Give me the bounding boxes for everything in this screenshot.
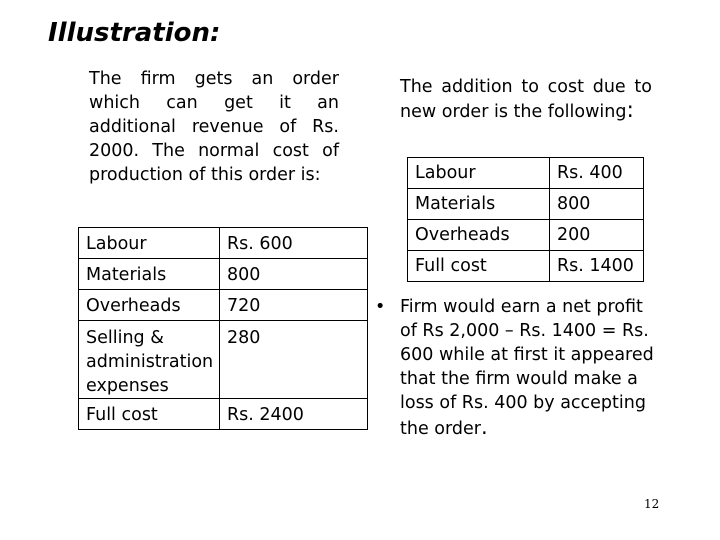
cost-value: Rs. 2400 [220,399,368,430]
table-row [79,259,368,290]
cost-item: Labour [408,158,550,189]
normal-cost-table [78,227,368,430]
table-row [79,321,368,399]
table-row [79,399,368,430]
bullet-text [400,295,665,441]
bullet-icon: • [375,297,386,317]
cost-item: Materials [408,189,550,220]
page-number: 12 [644,497,660,511]
cost-item: Overheads [79,290,220,321]
right-paragraph [400,75,652,124]
left-paragraph: The firm gets an order which can get it an additional revenue of Rs. 2000. The normal cost of production of this order is: [89,69,339,185]
cost-value: Rs. 1400 [550,251,644,282]
table-row [408,251,644,282]
additional-cost-table [407,157,644,282]
slide-title: Illustration: [48,18,221,48]
table-row [79,228,368,259]
table-row [408,220,644,251]
right-paragraph-text: The addition to cost due to new order is the following [400,77,652,122]
bullet-body: Firm would earn a net profit of Rs 2,000 – Rs. 1400 = Rs. 600 while at first it appeared that the firm would make a loss of Rs. 400 by accepting the order [400,297,654,439]
cost-value: 720 [220,290,368,321]
cost-value: Rs. 600 [220,228,368,259]
cost-value: 800 [220,259,368,290]
conclusion-bullet [375,295,665,441]
table-row [79,290,368,321]
cost-item: Materials [79,259,220,290]
cost-value: Rs. 400 [550,158,644,189]
right-paragraph-colon: : [626,98,634,123]
cost-value: 800 [550,189,644,220]
cost-value: 200 [550,220,644,251]
cost-item: Overheads [408,220,550,251]
bullet-period: . [480,415,488,439]
cost-item: Selling & administration expenses [79,321,220,399]
table-row [408,189,644,220]
cost-item: Labour [79,228,220,259]
table-row [408,158,644,189]
cost-value: 280 [220,321,368,399]
cost-item: Full cost [408,251,550,282]
cost-item: Full cost [79,399,220,430]
